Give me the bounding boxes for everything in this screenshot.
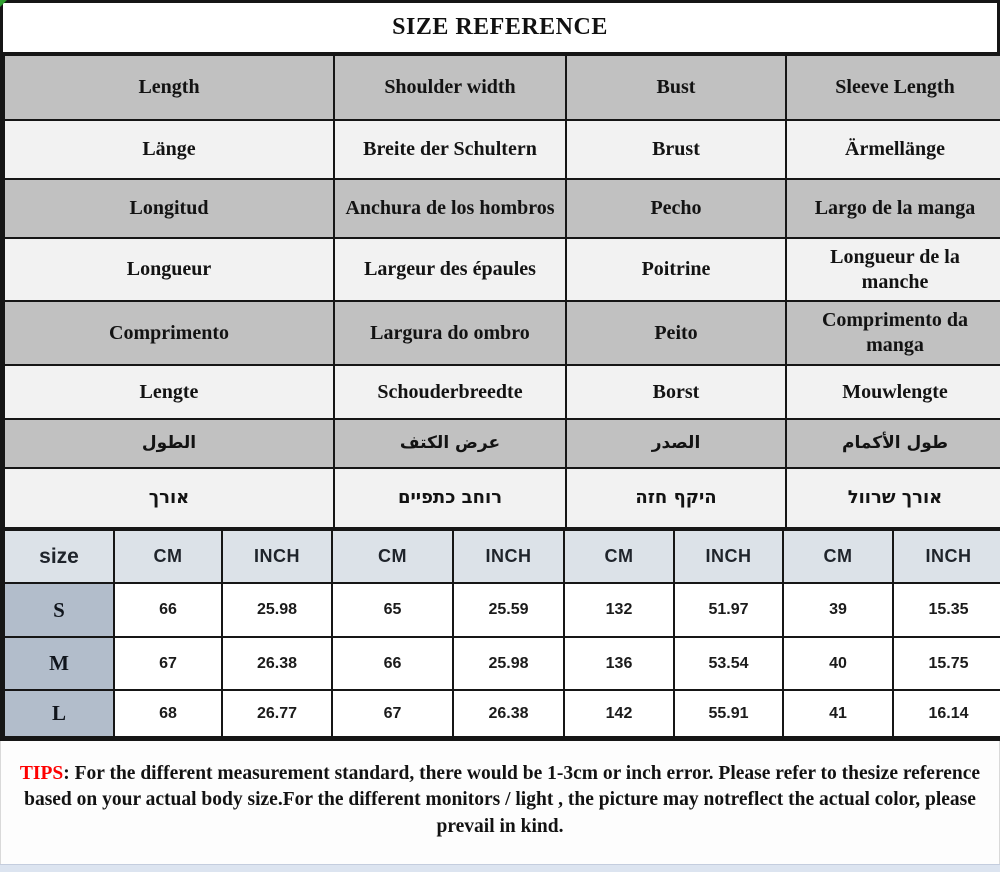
language-row-german xyxy=(4,120,1000,179)
measurement-value-cell: 67 xyxy=(114,637,222,690)
measurement-value-cell: 16.14 xyxy=(893,690,1000,737)
term-cell: Largeur des épaules xyxy=(334,238,566,301)
size-label-cell: L xyxy=(4,690,114,737)
term-cell: Largura do ombro xyxy=(334,301,566,365)
term-cell: Longitud xyxy=(4,179,334,238)
term-cell: אורך xyxy=(4,468,334,528)
language-row-english xyxy=(4,55,1000,120)
term-cell: Länge xyxy=(4,120,334,179)
size-row-l xyxy=(4,690,1000,737)
bottom-band xyxy=(0,864,1000,872)
term-cell: רוחב כתפיים xyxy=(334,468,566,528)
term-cell: Lengte xyxy=(4,365,334,419)
term-cell: Shoulder width xyxy=(334,55,566,120)
size-table-body xyxy=(4,530,1000,737)
size-label-cell: S xyxy=(4,583,114,637)
measurement-value-cell: 25.98 xyxy=(222,583,332,637)
term-cell: Peito xyxy=(566,301,786,365)
unit-header-row xyxy=(4,530,1000,583)
measurement-value-cell: 39 xyxy=(783,583,893,637)
term-cell: Length xyxy=(4,55,334,120)
size-label-cell: M xyxy=(4,637,114,690)
measurement-value-cell: 26.77 xyxy=(222,690,332,737)
unit-header-cell: INCH xyxy=(222,530,332,583)
tips-label: TIPS xyxy=(19,762,64,784)
term-cell: Ärmellänge xyxy=(786,120,1000,179)
size-row-s xyxy=(4,583,1000,637)
term-cell: عرض الكتف xyxy=(334,419,566,468)
term-cell: Bust xyxy=(566,55,786,120)
term-cell: היקף חזה xyxy=(566,468,786,528)
size-row-m xyxy=(4,637,1000,690)
measurement-value-cell: 26.38 xyxy=(222,637,332,690)
term-cell: طول الأكمام xyxy=(786,419,1000,468)
tips-section xyxy=(0,741,1000,868)
measurement-value-cell: 66 xyxy=(332,637,453,690)
measurement-value-cell: 66 xyxy=(114,583,222,637)
term-cell: Longueur de la manche xyxy=(786,238,1000,301)
term-cell: Anchura de los hombros xyxy=(334,179,566,238)
term-cell: الصدر xyxy=(566,419,786,468)
tips-body: : For the different measurement standard, there would be 1-3cm or inch error. Please refer to thesize reference based on your actual body size.For the different monitors / light , the picture may notreflect the actual color, please prevail in kind. xyxy=(24,762,981,837)
term-cell: Pecho xyxy=(566,179,786,238)
language-row-arabic xyxy=(4,419,1000,468)
term-cell: Comprimento da manga xyxy=(786,301,1000,365)
measurement-value-cell: 68 xyxy=(114,690,222,737)
term-cell: Mouwlengte xyxy=(786,365,1000,419)
corner-marker-icon xyxy=(0,0,7,7)
measurement-value-cell: 132 xyxy=(564,583,674,637)
language-row-spanish xyxy=(4,179,1000,238)
term-cell: Longueur xyxy=(4,238,334,301)
term-cell: Poitrine xyxy=(566,238,786,301)
measurement-value-cell: 26.38 xyxy=(453,690,564,737)
term-cell: Sleeve Length xyxy=(786,55,1000,120)
measurement-value-cell: 53.54 xyxy=(674,637,783,690)
term-cell: Largo de la manga xyxy=(786,179,1000,238)
language-row-portuguese xyxy=(4,301,1000,365)
measurement-value-cell: 40 xyxy=(783,637,893,690)
measurement-value-cell: 136 xyxy=(564,637,674,690)
measurement-value-cell: 55.91 xyxy=(674,690,783,737)
term-cell: Comprimento xyxy=(4,301,334,365)
language-row-french xyxy=(4,238,1000,301)
measurement-value-cell: 25.59 xyxy=(453,583,564,637)
unit-header-cell: INCH xyxy=(893,530,1000,583)
measurement-value-cell: 15.35 xyxy=(893,583,1000,637)
measurement-value-cell: 25.98 xyxy=(453,637,564,690)
measurements-table xyxy=(3,529,1000,738)
unit-header-cell: CM xyxy=(332,530,453,583)
language-table xyxy=(3,54,1000,529)
term-cell: الطول xyxy=(4,419,334,468)
language-row-dutch xyxy=(4,365,1000,419)
unit-header-cell: CM xyxy=(783,530,893,583)
term-cell: Breite der Schultern xyxy=(334,120,566,179)
language-row-hebrew xyxy=(4,468,1000,528)
unit-header-cell: INCH xyxy=(674,530,783,583)
term-cell: Brust xyxy=(566,120,786,179)
measurement-value-cell: 51.97 xyxy=(674,583,783,637)
unit-header-cell: CM xyxy=(114,530,222,583)
tips-text xyxy=(5,761,995,841)
language-table-body xyxy=(4,55,1000,528)
measurement-value-cell: 41 xyxy=(783,690,893,737)
unit-header-cell: CM xyxy=(564,530,674,583)
term-cell: Schouderbreedte xyxy=(334,365,566,419)
term-cell: אורך שרוול xyxy=(786,468,1000,528)
page-title: SIZE REFERENCE xyxy=(3,3,997,54)
measurement-value-cell: 142 xyxy=(564,690,674,737)
size-corner-label: size xyxy=(4,530,114,583)
unit-header-cell: INCH xyxy=(453,530,564,583)
measurement-value-cell: 67 xyxy=(332,690,453,737)
term-cell: Borst xyxy=(566,365,786,419)
measurement-value-cell: 65 xyxy=(332,583,453,637)
measurement-value-cell: 15.75 xyxy=(893,637,1000,690)
